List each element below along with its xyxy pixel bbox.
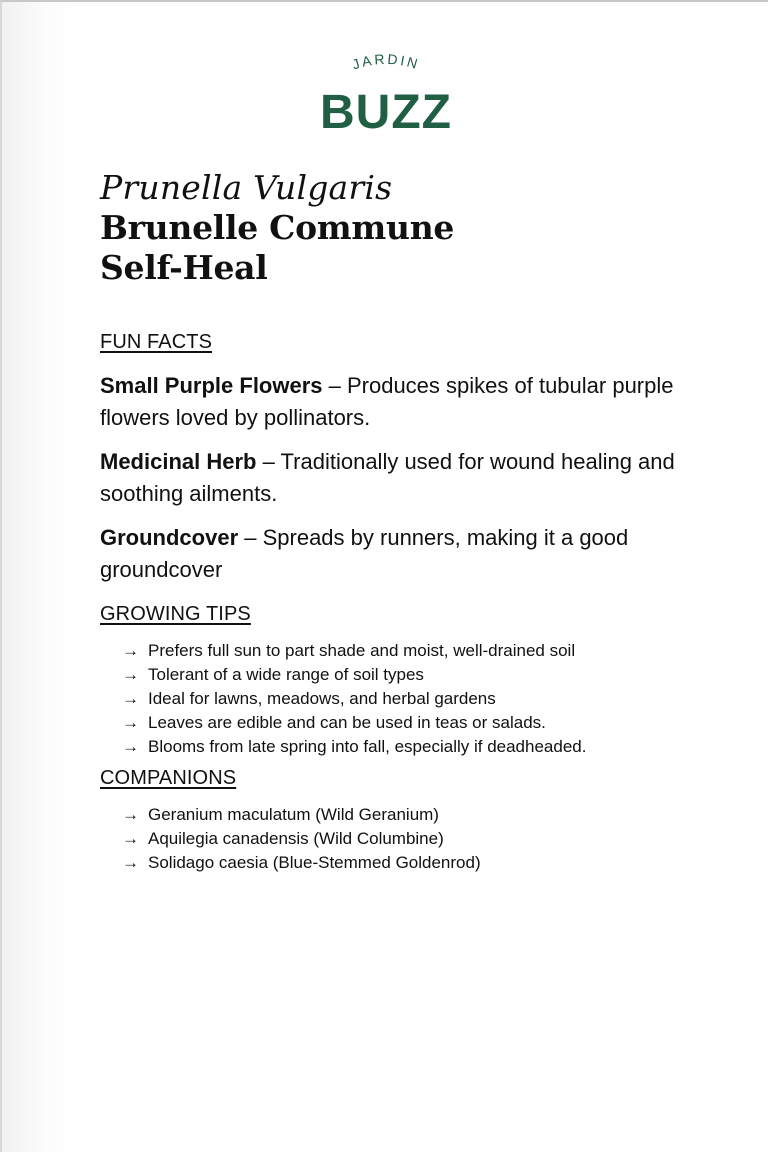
arrow-right-icon: →: [122, 829, 139, 848]
growing-tip-text: Tolerant of a wide range of soil types: [148, 665, 424, 684]
companion-text: Geranium maculatum (Wild Geranium): [148, 805, 439, 824]
fun-fact-item: [100, 446, 700, 510]
fun-facts-list: [100, 370, 700, 598]
companions-list: [122, 803, 481, 875]
fun-facts-heading: FUN FACTS: [100, 331, 213, 353]
fun-fact-label: Groundcover: [100, 525, 239, 550]
growing-tip-text: Leaves are edible and can be used in teas or salads.: [148, 713, 546, 732]
arrow-right-icon: →: [122, 641, 139, 660]
arrow-right-icon: →: [122, 689, 139, 708]
arrow-right-icon: →: [122, 853, 139, 872]
list-item: [122, 851, 481, 875]
logo-small-text: JARDIN: [350, 52, 422, 73]
arrow-right-icon: →: [122, 805, 139, 824]
list-item: [122, 827, 481, 851]
arrow-right-icon: →: [122, 737, 139, 756]
companions-heading: COMPANIONS: [100, 767, 237, 789]
title-english-name: Self-Heal: [100, 248, 268, 287]
list-item: [122, 711, 586, 735]
title-french-name: Brunelle Commune: [100, 208, 455, 247]
list-item: [122, 663, 586, 687]
companion-text: Solidago caesia (Blue-Stemmed Goldenrod): [148, 853, 481, 872]
logo-big-text: BUZZ: [320, 86, 452, 132]
jardin-buzz-logo: [2, 52, 768, 132]
fun-fact-item: [100, 370, 700, 434]
fun-fact-item: [100, 522, 700, 586]
growing-tips-list: [122, 639, 586, 759]
list-item: [122, 803, 481, 827]
growing-tips-heading: GROWING TIPS: [100, 603, 251, 625]
fun-fact-text: – Traditionally used for wound healing and soothing ailments.: [100, 449, 675, 506]
fun-fact-text: – Spreads by runners, making it a good groundcover: [100, 525, 629, 582]
growing-tip-text: Ideal for lawns, meadows, and herbal gardens: [148, 689, 496, 708]
fun-fact-label: Medicinal Herb: [100, 449, 257, 474]
companion-text: Aquilegia canadensis (Wild Columbine): [148, 829, 444, 848]
title-latin-name: Prunella Vulgaris: [100, 168, 393, 207]
growing-tip-text: Blooms from late spring into fall, especially if deadheaded.: [148, 737, 587, 756]
fun-fact-text: – Produces spikes of tubular purple flowers loved by pollinators.: [100, 373, 674, 430]
arrow-right-icon: →: [122, 665, 139, 684]
list-item: [122, 735, 586, 759]
plant-titles: [100, 168, 700, 288]
growing-tip-text: Prefers full sun to part shade and moist, well-drained soil: [148, 641, 576, 660]
arrow-right-icon: →: [122, 713, 139, 732]
list-item: [122, 687, 586, 711]
logo-mark: [306, 52, 466, 132]
fun-fact-label: Small Purple Flowers: [100, 373, 323, 398]
list-item: [122, 639, 586, 663]
